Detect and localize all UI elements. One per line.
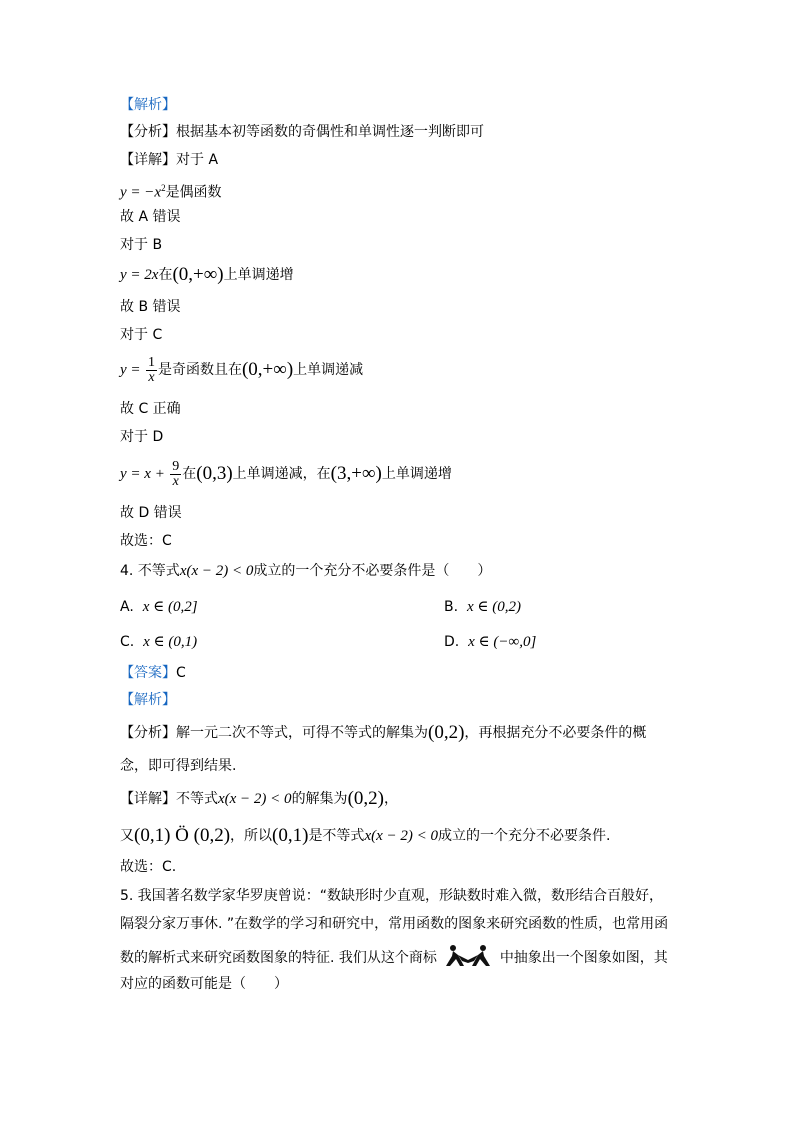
fenxi-tag: 【分析】 xyxy=(120,124,176,140)
detail-for-a: 对于 A xyxy=(176,152,219,168)
kappa-logo-icon xyxy=(444,944,492,972)
detail-line xyxy=(120,150,218,170)
answer-value: C xyxy=(176,665,186,681)
q4-detail-pre: 不等式 xyxy=(176,791,218,807)
q4-detail-interval: (0,2) xyxy=(347,788,384,809)
fenxi-text: 根据基本初等函数的奇偶性和单调性逐一判断即可 xyxy=(176,124,484,140)
q4-fenxi-tag: 【分析】 xyxy=(120,725,176,741)
d-text3: 上单调递增 xyxy=(381,466,452,482)
q4-also-expr2: x(x − 2) < 0 xyxy=(364,828,438,844)
q4-option-d xyxy=(444,632,536,652)
analysis-label: 【解析】 xyxy=(120,97,176,113)
q4-option-c xyxy=(120,632,197,652)
q4-post: 成立的一个充分不必要条件是（ ） xyxy=(253,563,492,579)
for-b: 对于 B xyxy=(120,237,163,253)
option-a-expr: x ∈ (0,2] xyxy=(142,599,198,615)
d-line xyxy=(120,457,452,491)
q4-detail-end: ， xyxy=(383,791,398,807)
option-c-label: C. xyxy=(120,634,135,650)
analysis-fenxi xyxy=(120,122,484,142)
q4-answer xyxy=(120,663,186,683)
d-fraction xyxy=(170,460,181,489)
q4-detail-tag: 【详解】 xyxy=(120,791,176,807)
d-denominator: x xyxy=(172,473,179,489)
a-function: y = −x xyxy=(120,184,162,201)
option-d-label: D. xyxy=(444,634,460,650)
q5-line-3 xyxy=(120,944,668,972)
a-line xyxy=(120,178,222,203)
q5-line-3-post: 中抽象出一个图象如图，其 xyxy=(499,950,668,966)
a-text: 是偶函数 xyxy=(165,184,222,201)
c-text1: 是奇函数且在 xyxy=(157,362,242,378)
q5-line-2: 隔裂分家万事休. ”在数学的学习和研究中，常用函数的图象来研究函数的性质，也常用函 xyxy=(120,916,669,932)
c-numerator: 1 xyxy=(147,354,155,370)
q4-also-pre: 又 xyxy=(120,828,134,844)
b-interval: (0,+∞) xyxy=(172,264,224,285)
answer-tag: 【答案】 xyxy=(120,665,176,681)
b-line xyxy=(120,265,294,285)
c-interval: (0,+∞) xyxy=(241,359,294,380)
q4-choose: 故选：C. xyxy=(120,859,177,875)
d-wrong: 故 D 错误 xyxy=(120,505,182,521)
option-b-label: B. xyxy=(444,599,459,615)
q4-detail-expr: x(x − 2) < 0 xyxy=(218,791,292,807)
q4-number: 4. xyxy=(120,563,134,579)
q5-line-4: 对应的函数可能是（ ） xyxy=(120,976,288,992)
a-wrong: 故 A 错误 xyxy=(120,209,181,225)
d-text1: 在 xyxy=(182,466,197,482)
q4-also xyxy=(120,826,610,846)
detail-tag: 【详解】 xyxy=(120,152,176,168)
q4-also-expr: (0,1) Ö (0,2) xyxy=(134,825,231,846)
option-b-expr: x ∈ (0,2) xyxy=(466,599,521,615)
q4-also-end: 成立的一个充分不必要条件. xyxy=(438,828,611,844)
q4-option-b xyxy=(444,597,521,617)
q4-also-interval: (0,1) xyxy=(272,825,309,846)
c-right: 故 C 正确 xyxy=(120,401,181,417)
c-y: y = xyxy=(120,362,141,378)
q4-also-mid: ，所以 xyxy=(230,828,273,844)
q4-pre: 不等式 xyxy=(137,563,180,579)
c-line xyxy=(120,355,363,385)
d-text2: 上单调递减，在 xyxy=(232,466,331,482)
option-c-expr: x ∈ (0,1) xyxy=(143,634,198,650)
for-d: 对于 D xyxy=(120,429,164,445)
d-numerator: 9 xyxy=(172,458,180,474)
q4-detail-mid: 的解集为 xyxy=(291,791,348,807)
q4-analysis-label: 【解析】 xyxy=(120,692,176,708)
choose-c: 故选：C xyxy=(120,533,172,549)
q4-stem xyxy=(120,561,491,581)
q4-fenxi xyxy=(120,723,646,743)
c-text2: 上单调递减 xyxy=(293,362,364,378)
c-denominator: x xyxy=(148,369,155,385)
option-d-expr: x ∈ (−∞,0] xyxy=(468,634,537,650)
q5-line-3-pre: 数的解析式来研究函数图象的特征. 我们从这个商标 xyxy=(120,950,437,966)
b-function: y = 2x xyxy=(120,267,159,283)
q4-option-a xyxy=(120,597,198,617)
q4-fenxi-text1: 解一元二次不等式，可得不等式的解集为 xyxy=(176,725,428,741)
b-post: 上单调递增 xyxy=(223,267,294,283)
d-interval-1: (0,3) xyxy=(196,463,233,484)
q5-line-1: 5. 我国著名数学家华罗庚曾说：“数缺形时少直观，形缺数时难入微，数形结合百般好， xyxy=(120,888,664,904)
d-interval-2: (3,+∞) xyxy=(330,463,382,484)
option-a-label: A. xyxy=(120,599,134,615)
for-c: 对于 C xyxy=(120,327,163,343)
c-fraction xyxy=(146,356,157,385)
q4-expr: x(x − 2) < 0 xyxy=(179,563,254,579)
q4-also-text: 是不等式 xyxy=(308,828,365,844)
a-exponent: 2 xyxy=(161,183,166,193)
q4-detail xyxy=(120,789,398,809)
b-pre: 在 xyxy=(158,267,173,283)
q4-fenxi-text2: ，再根据充分不必要条件的概 xyxy=(464,725,647,741)
q4-fenxi-line2: 念，即可得到结果. xyxy=(120,758,237,774)
b-wrong: 故 B 错误 xyxy=(120,299,181,315)
q4-fenxi-interval: (0,2) xyxy=(428,722,465,743)
d-y: y = x + xyxy=(120,466,165,482)
